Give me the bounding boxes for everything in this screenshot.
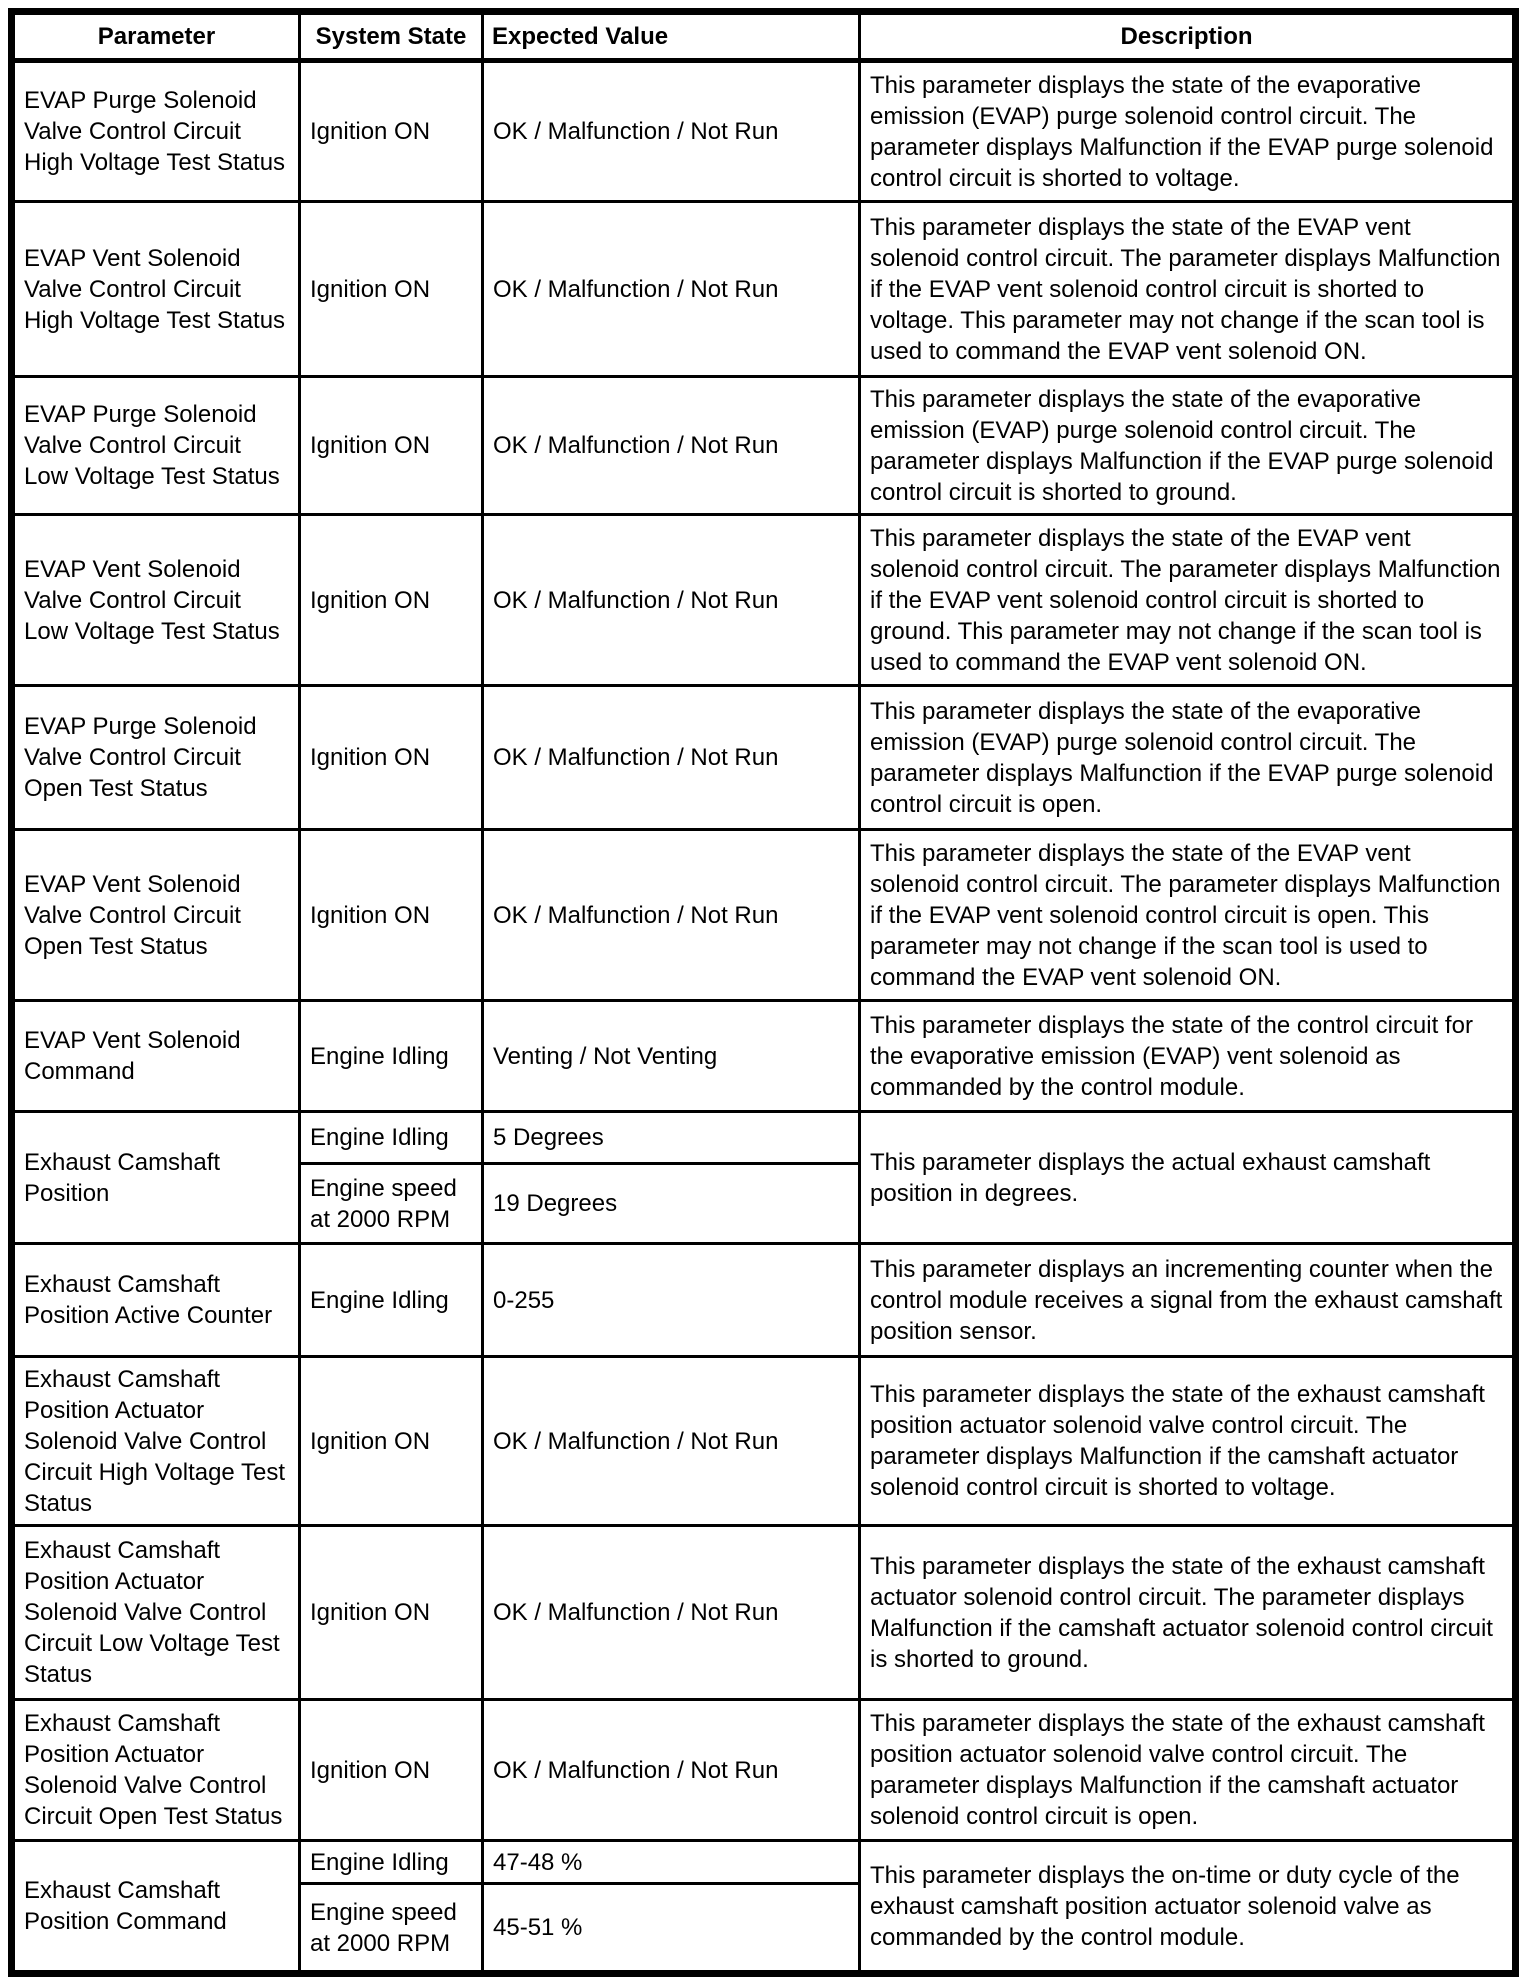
- parameter-cell: EVAP Vent Solenoid Command: [12, 1001, 300, 1112]
- table-row: [12, 1700, 1516, 1841]
- parameter-data-table: [8, 8, 1519, 1977]
- expected-value-cell: 5 Degrees: [483, 1112, 860, 1164]
- expected-value-cell: OK / Malfunction / Not Run: [483, 830, 860, 1001]
- expected-value-cell: Venting / Not Venting: [483, 1001, 860, 1112]
- col-header-parameter: Parameter: [12, 12, 300, 61]
- table-row: [12, 1526, 1516, 1700]
- expected-value-cell: OK / Malfunction / Not Run: [483, 1526, 860, 1700]
- description-cell: This parameter displays an incrementing counter when the control module receives a signal from the exhaust camshaft position sensor.: [860, 1244, 1516, 1357]
- table-row: [12, 515, 1516, 686]
- expected-value-cell: 19 Degrees: [483, 1164, 860, 1244]
- system-state-cell: Engine Idling: [300, 1112, 483, 1164]
- parameter-cell: EVAP Purge Solenoid Valve Control Circuit Low Voltage Test Status: [12, 377, 300, 515]
- system-state-cell: Engine Idling: [300, 1001, 483, 1112]
- expected-value-cell: 47-48 %: [483, 1841, 860, 1884]
- parameter-cell: Exhaust Camshaft Position Actuator Solenoid Valve Control Circuit High Voltage Test Status: [12, 1357, 300, 1526]
- parameter-cell: EVAP Purge Solenoid Valve Control Circuit High Voltage Test Status: [12, 61, 300, 202]
- description-cell: This parameter displays the state of the EVAP vent solenoid control circuit. The parameter displays Malfunction if the EVAP vent solenoid control circuit is shorted to ground. This parameter may not change if the scan tool is used to command the EVAP vent solenoid ON.: [860, 515, 1516, 686]
- system-state-cell: Engine speed at 2000 RPM: [300, 1884, 483, 1974]
- description-cell: This parameter displays the state of the exhaust camshaft position actuator solenoid valve control circuit. The parameter displays Malfunction if the camshaft actuator solenoid control circuit is shorted to voltage.: [860, 1357, 1516, 1526]
- expected-value-cell: 45-51 %: [483, 1884, 860, 1974]
- table-row: [12, 686, 1516, 830]
- table-row: [12, 61, 1516, 202]
- table-row: [12, 202, 1516, 377]
- expected-value-cell: OK / Malfunction / Not Run: [483, 202, 860, 377]
- parameter-cell: EVAP Vent Solenoid Valve Control Circuit High Voltage Test Status: [12, 202, 300, 377]
- system-state-cell: Engine Idling: [300, 1841, 483, 1884]
- col-header-expected-value: Expected Value: [483, 12, 860, 61]
- table-row: [12, 1357, 1516, 1526]
- expected-value-cell: OK / Malfunction / Not Run: [483, 1700, 860, 1841]
- parameter-cell: EVAP Purge Solenoid Valve Control Circuit Open Test Status: [12, 686, 300, 830]
- system-state-cell: Engine Idling: [300, 1244, 483, 1357]
- expected-value-cell: OK / Malfunction / Not Run: [483, 377, 860, 515]
- description-cell: This parameter displays the state of the evaporative emission (EVAP) purge solenoid control circuit. The parameter displays Malfunction if the EVAP purge solenoid control circuit is shorted to ground.: [860, 377, 1516, 515]
- col-header-system-state: System State: [300, 12, 483, 61]
- description-cell: This parameter displays the state of the EVAP vent solenoid control circuit. The parameter displays Malfunction if the EVAP vent solenoid control circuit is open. This parameter may not change if the scan tool is used to command the EVAP vent solenoid ON.: [860, 830, 1516, 1001]
- table-row: [12, 830, 1516, 1001]
- system-state-cell: Ignition ON: [300, 686, 483, 830]
- system-state-cell: Ignition ON: [300, 830, 483, 1001]
- expected-value-cell: 0-255: [483, 1244, 860, 1357]
- description-cell: This parameter displays the state of the evaporative emission (EVAP) purge solenoid control circuit. The parameter displays Malfunction if the EVAP purge solenoid control circuit is shorted to voltage.: [860, 61, 1516, 202]
- description-cell: This parameter displays the state of the EVAP vent solenoid control circuit. The parameter displays Malfunction if the EVAP vent solenoid control circuit is shorted to voltage. This parameter may not change if the scan tool is used to command the EVAP vent solenoid ON.: [860, 202, 1516, 377]
- parameter-cell: Exhaust Camshaft Position Actuator Solenoid Valve Control Circuit Open Test Status: [12, 1700, 300, 1841]
- table-row: [12, 1244, 1516, 1357]
- col-header-description: Description: [860, 12, 1516, 61]
- expected-value-cell: OK / Malfunction / Not Run: [483, 1357, 860, 1526]
- description-cell: This parameter displays the state of the exhaust camshaft actuator solenoid control circuit. The parameter displays Malfunction if the camshaft actuator solenoid control circuit is shorted to ground.: [860, 1526, 1516, 1700]
- description-cell: This parameter displays the actual exhaust camshaft position in degrees.: [860, 1112, 1516, 1244]
- parameter-cell: Exhaust Camshaft Position Command: [12, 1841, 300, 1974]
- system-state-cell: Ignition ON: [300, 202, 483, 377]
- system-state-cell: Engine speed at 2000 RPM: [300, 1164, 483, 1244]
- table-row: [12, 377, 1516, 515]
- table-row: [12, 1112, 1516, 1164]
- system-state-cell: Ignition ON: [300, 1700, 483, 1841]
- system-state-cell: Ignition ON: [300, 61, 483, 202]
- description-cell: This parameter displays the state of the evaporative emission (EVAP) purge solenoid control circuit. The parameter displays Malfunction if the EVAP purge solenoid control circuit is open.: [860, 686, 1516, 830]
- table-row: [12, 1841, 1516, 1884]
- table-row: [12, 1001, 1516, 1112]
- system-state-cell: Ignition ON: [300, 377, 483, 515]
- expected-value-cell: OK / Malfunction / Not Run: [483, 515, 860, 686]
- parameter-cell: Exhaust Camshaft Position: [12, 1112, 300, 1244]
- description-cell: This parameter displays the state of the exhaust camshaft position actuator solenoid valve control circuit. The parameter displays Malfunction if the camshaft actuator solenoid control circuit is open.: [860, 1700, 1516, 1841]
- description-cell: This parameter displays the on-time or duty cycle of the exhaust camshaft position actuator solenoid valve as commanded by the control module.: [860, 1841, 1516, 1974]
- parameter-cell: EVAP Vent Solenoid Valve Control Circuit Open Test Status: [12, 830, 300, 1001]
- description-cell: This parameter displays the state of the control circuit for the evaporative emission (EVAP) vent solenoid as commanded by the control module.: [860, 1001, 1516, 1112]
- parameter-cell: Exhaust Camshaft Position Actuator Solenoid Valve Control Circuit Low Voltage Test Status: [12, 1526, 300, 1700]
- system-state-cell: Ignition ON: [300, 1357, 483, 1526]
- table-header-row: [12, 12, 1516, 61]
- system-state-cell: Ignition ON: [300, 515, 483, 686]
- expected-value-cell: OK / Malfunction / Not Run: [483, 686, 860, 830]
- parameter-cell: Exhaust Camshaft Position Active Counter: [12, 1244, 300, 1357]
- parameter-cell: EVAP Vent Solenoid Valve Control Circuit Low Voltage Test Status: [12, 515, 300, 686]
- system-state-cell: Ignition ON: [300, 1526, 483, 1700]
- expected-value-cell: OK / Malfunction / Not Run: [483, 61, 860, 202]
